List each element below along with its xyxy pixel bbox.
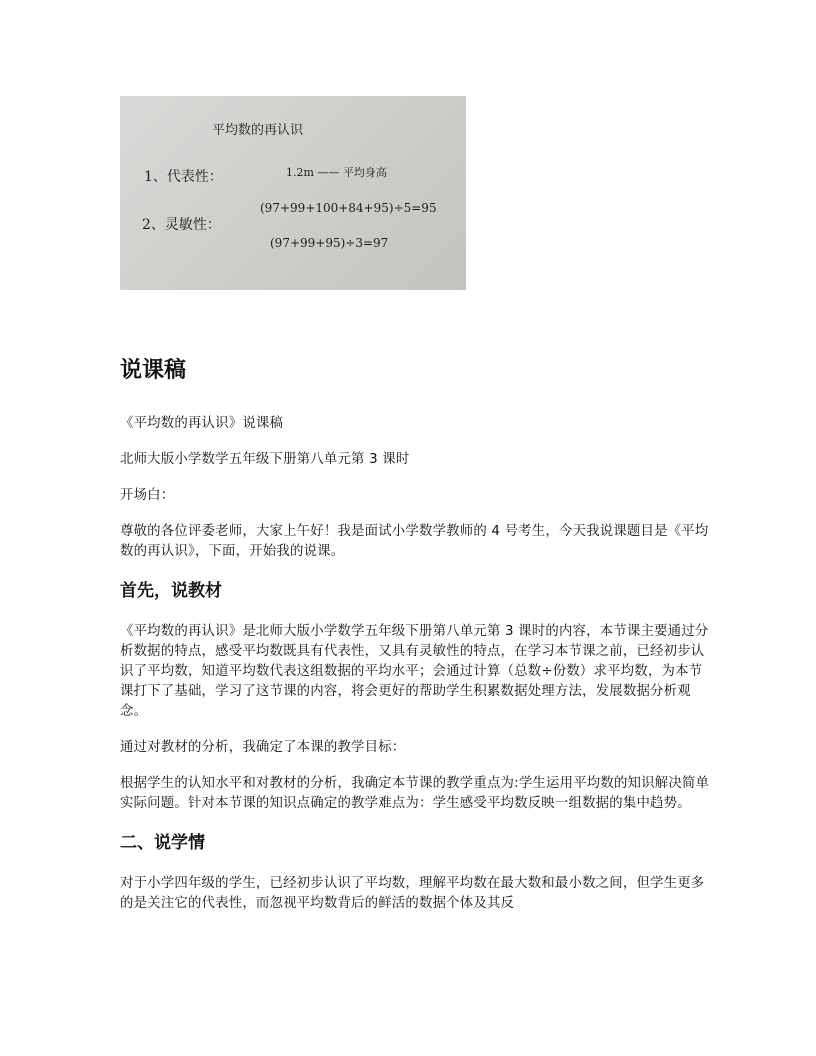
photo-formula1: (97+99+100+84+95)÷5=95 — [260, 201, 437, 215]
handwriting-drawing — [120, 96, 466, 290]
section1-heading: 首先，说教材 — [120, 581, 222, 601]
photo-title: 平均数的再认识 — [212, 123, 304, 138]
page-heading: 说课稿 — [120, 358, 187, 383]
opening-label: 开场白： — [120, 488, 175, 503]
photo-line1-label: 1、代表性： — [144, 169, 223, 185]
photo-line1-value: 1.2m —— 平均身高 — [286, 166, 387, 179]
section1-paragraph-1: 《平均数的再认识》是北师大版小学数学五年级下册第八单元第 3 课时的内容，本节课主要通过分析数据的特点，感受平均数既具有代表性，又具有灵敏性的特点，在学习本节课之前，已经初步认识了平均数，知道平均数代表这组数据的平均水平；会通过计算（总数÷份数）求平均数，为本节课打下了基础，学习了这节课的内容，将会更好的帮助学生积累数据处理方法，发展数据分析观念。 — [120, 624, 709, 719]
handwritten-notes-photo — [120, 96, 466, 290]
section1-paragraph-2: 通过对教材的分析，我确定了本课的教学目标： — [120, 740, 406, 755]
photo-line2-label: 2、灵敏性： — [142, 217, 221, 233]
section2-paragraph-1: 对于小学四年级的学生，已经初步认识了平均数，理解平均数在最大数和最小数之间，但学生更多的是关注它的代表性，而忽视平均数背后的鲜活的数据个体及其反 — [120, 876, 705, 911]
doc-subtitle: 北师大版小学数学五年级下册第八单元第 3 课时 — [120, 452, 410, 467]
document-body — [120, 354, 710, 930]
doc-title-line: 《平均数的再认识》说课稿 — [120, 416, 284, 431]
opening-paragraph: 尊敬的各位评委老师，大家上午好！我是面试小学数学教师的 4 号考生，今天我说课题目是《平均数的再认识》，下面，开始我的说课。 — [120, 524, 709, 559]
section2-heading: 二、说学情 — [120, 833, 205, 853]
section1-paragraph-3: 根据学生的认知水平和对教材的分析，我确定本节课的教学重点为:学生运用平均数的知识解决简单实际问题。针对本节课的知识点确定的教学难点为：学生感受平均数反映一组数据的集中趋势。 — [120, 776, 710, 811]
photo-formula2: (97+99+95)÷3=97 — [270, 236, 389, 250]
